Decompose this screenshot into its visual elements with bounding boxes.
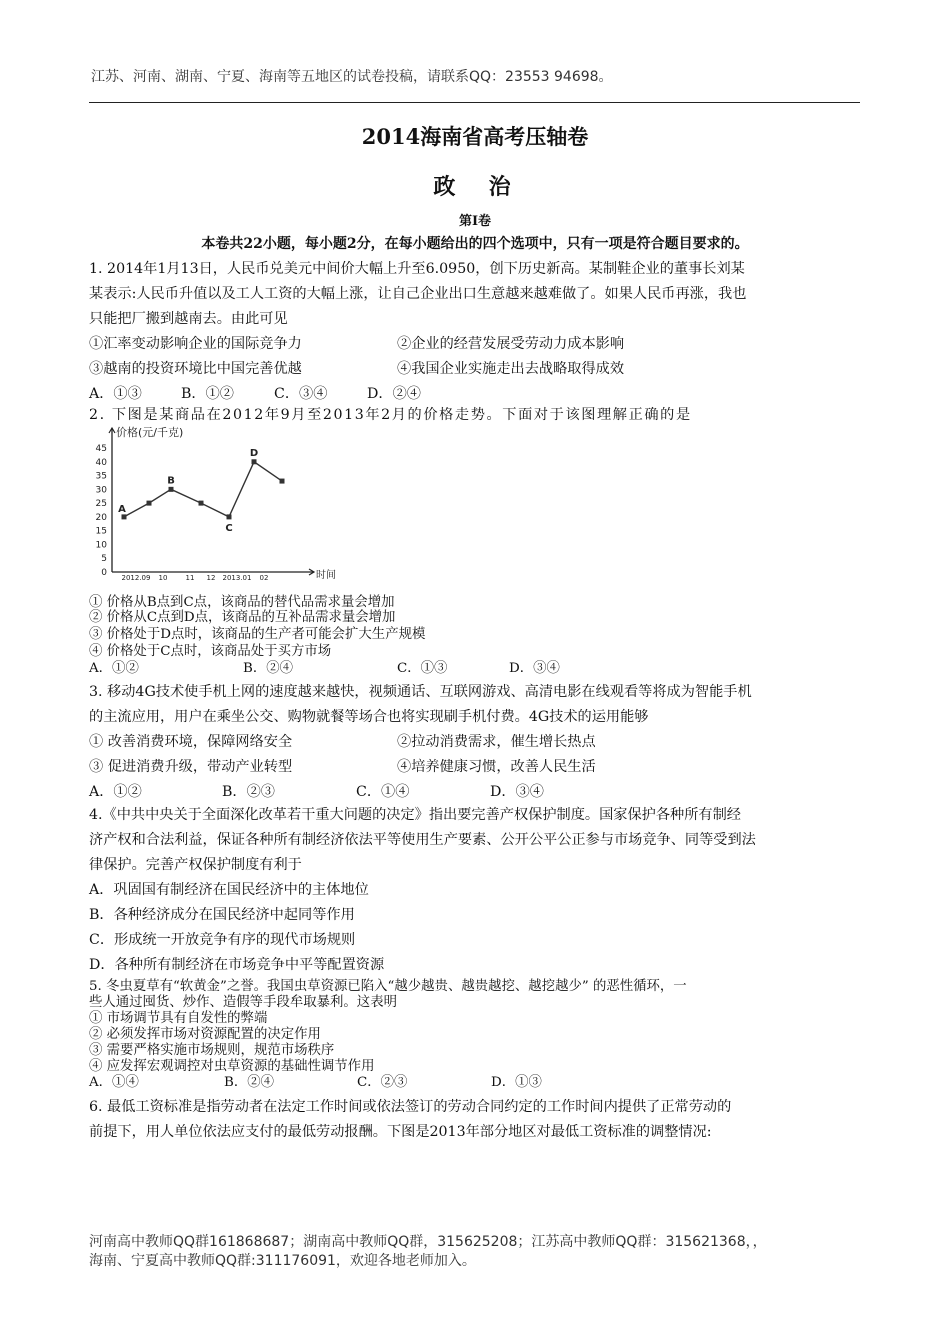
q1-choice-c: C．③④ <box>274 386 328 402</box>
y-tick-label: 0 <box>101 568 107 578</box>
y-tick-label: 25 <box>95 499 107 510</box>
q2-statement-1: ① 价格从B点到C点，该商品的替代品需求量会增加 <box>89 595 395 610</box>
q3-line-2: 的主流应用，用户在乘坐公交、购物就餐等场合也将实现刷手机付费。4G技术的运用能够 <box>89 709 649 725</box>
q2-line-1: 2. 下图是某商品在2012年9月至2013年2月的价格走势。下面对于该图理解正确的是 <box>89 407 692 423</box>
data-point <box>280 479 285 484</box>
q1-option-3: ③越南的投资环境比中国完善优越 <box>89 361 302 377</box>
x-tick-label: 12 <box>206 574 216 582</box>
instruction: 本卷共22小题，每小题2分，在每小题给出的四个选项中，只有一项是符合题目要求的。 <box>201 236 749 252</box>
q6-line-2: 前提下，用人单位依法应支付的最低劳动报酬。下图是2013年部分地区对最低工资标准的调整情况: <box>89 1124 712 1140</box>
q5-choice-c: C．②③ <box>357 1075 408 1090</box>
y-tick-label: 5 <box>101 554 107 565</box>
y-tick-label: 15 <box>95 526 107 537</box>
q1-choice-d: D．②④ <box>367 386 421 402</box>
header-divider <box>89 102 860 103</box>
y-axis-label: 价格(元/千克) <box>116 426 184 439</box>
q3-choice-c: C．①④ <box>356 784 410 800</box>
q3-choice-d: D．③④ <box>490 784 544 800</box>
q3-option-4: ④培养健康习惯，改善人民生活 <box>397 759 596 775</box>
q1-choice-b: B．①② <box>181 386 234 402</box>
q4-choice-d: D．各种所有制经济在市场竞争中平等配置资源 <box>89 957 385 973</box>
q1-line-1: 1. 2014年1月13日，人民币兑美元中间价大幅上升至6.0950，创下历史新高。某制鞋企业的董事长刘某 <box>89 261 745 277</box>
q5-statement-4: ④ 应发挥宏观调控对虫草资源的基础性调节作用 <box>89 1059 375 1074</box>
q4-choice-b: B．各种经济成分在国民经济中起同等作用 <box>89 907 355 923</box>
q6-line-1: 6. 最低工资标准是指劳动者在法定工作时间或依法签订的劳动合同约定的工作时间内提供了正常劳动的 <box>89 1099 732 1115</box>
q4-choice-c: C．形成统一开放竞争有序的现代市场规则 <box>89 932 356 948</box>
data-point <box>122 514 127 519</box>
exam-title: 2014海南省高考压轴卷 <box>361 124 589 149</box>
q1-option-1: ①汇率变动影响企业的国际竞争力 <box>89 336 302 352</box>
x-tick-label: 11 <box>185 574 195 582</box>
y-tick-label: 20 <box>95 512 107 523</box>
x-tick-label: 02 <box>259 574 269 582</box>
q4-choice-a: A．巩固国有制经济在国民经济中的主体地位 <box>89 882 369 898</box>
q5-choice-d: D．①③ <box>491 1075 542 1090</box>
q1-line-3: 只能把厂搬到越南去。由此可见 <box>89 311 288 327</box>
q5-statement-1: ① 市场调节具有自发性的弊端 <box>89 1011 268 1026</box>
x-tick-label: 2013.01 <box>222 574 252 582</box>
price-line <box>124 462 282 517</box>
y-tick-label: 40 <box>95 457 107 468</box>
q3-option-2: ②拉动消费需求，催生增长热点 <box>397 734 596 750</box>
q1-line-2: 某表示:人民币升值以及工人工资的大幅上涨，让自己企业出口生意越来越难做了。如果人民币再涨，我也 <box>89 286 747 302</box>
q2-choice-c: C．①③ <box>397 661 448 676</box>
q1-option-2: ②企业的经营发展受劳动力成本影响 <box>397 336 625 352</box>
q1-choice-a: A．①③ <box>89 386 142 402</box>
q5-line-2: 些人通过囤货、炒作、造假等手段牟取暴利。这表明 <box>89 995 397 1010</box>
footer-line-1: 河南高中教师QQ群161868687；湖南高中教师QQ群，315625208；江苏高中教师QQ群：315621368，， <box>89 1234 767 1250</box>
q5-statement-3: ③ 需要严格实施市场规则，规范市场秩序 <box>89 1043 335 1058</box>
y-tick-label: 10 <box>95 540 107 551</box>
q2-statement-4: ④ 价格处于C点时，该商品处于买方市场 <box>89 644 332 659</box>
x-tick-label: 10 <box>158 574 168 582</box>
q5-statement-2: ② 必须发挥市场对资源配置的决定作用 <box>89 1027 321 1042</box>
x-tick-label: 2012.09 <box>121 574 151 582</box>
point-label: A <box>118 503 126 515</box>
data-point <box>227 514 232 519</box>
data-point <box>252 459 257 464</box>
data-point <box>147 501 152 506</box>
q2-choice-d: D．③④ <box>509 661 560 676</box>
q5-choice-b: B．②④ <box>224 1075 275 1090</box>
q3-choice-a: A．①② <box>89 784 142 800</box>
q2-statement-2: ② 价格从C点到D点，该商品的互补品需求量会增加 <box>89 610 396 625</box>
q2-choice-a: A．①② <box>89 661 139 676</box>
point-label: D <box>249 447 259 459</box>
chart-layer <box>96 425 336 582</box>
q2-statement-3: ③ 价格处于D点时，该商品的生产者可能会扩大生产规模 <box>89 627 426 642</box>
y-tick-label: 45 <box>95 444 107 454</box>
q4-line-2: 济产权和合法利益，保证各种所有制经济依法平等使用生产要素、公开公平公正参与市场竞争、同等受到法 <box>89 832 756 848</box>
q5-choice-a: A．①④ <box>89 1075 139 1090</box>
q5-line-1: 5. 冬虫夏草有“软黄金”之誉。我国虫草资源已陷入“越少越贵、越贵越挖、越挖越少” 的恶性循环，一 <box>89 979 687 994</box>
point-label: C <box>225 522 233 534</box>
q3-option-1: ① 改善消费环境，保障网络安全 <box>89 734 293 750</box>
point-label: B <box>167 475 175 487</box>
q4-line-1: 4.《中共中央关于全面深化改革若干重大问题的决定》指出要完善产权保护制度。国家保护各种所有制经 <box>89 807 741 823</box>
q3-option-3: ③ 促进消费升级，带动产业转型 <box>89 759 293 775</box>
data-point <box>169 487 174 492</box>
y-tick-label: 30 <box>95 485 107 496</box>
q3-line-1: 3. 移动4G技术使手机上网的速度越来越快，视频通话、互联网游戏、高清电影在线观看等将成为智能手机 <box>89 684 752 700</box>
y-tick-label: 35 <box>95 471 107 482</box>
q4-line-3: 律保护。完善产权保护制度有利于 <box>89 857 302 873</box>
q2-choice-b: B．②④ <box>243 661 294 676</box>
data-point <box>199 501 204 506</box>
header-note: 江苏、河南、湖南、宁夏、海南等五地区的试卷投稿，请联系QQ：23553 94698。 <box>91 69 613 85</box>
x-axis-label: 时间 <box>316 570 336 581</box>
q1-option-4: ④我国企业实施走出去战略取得成效 <box>397 361 625 377</box>
subject-title: 政 治 <box>433 174 517 200</box>
section-title: 第Ⅰ卷 <box>458 214 492 229</box>
price-chart <box>89 422 349 590</box>
footer-line-2: 海南、宁夏高中教师QQ群:311176091，欢迎各地老师加入。 <box>89 1253 476 1269</box>
q3-choice-b: B．②③ <box>222 784 275 800</box>
